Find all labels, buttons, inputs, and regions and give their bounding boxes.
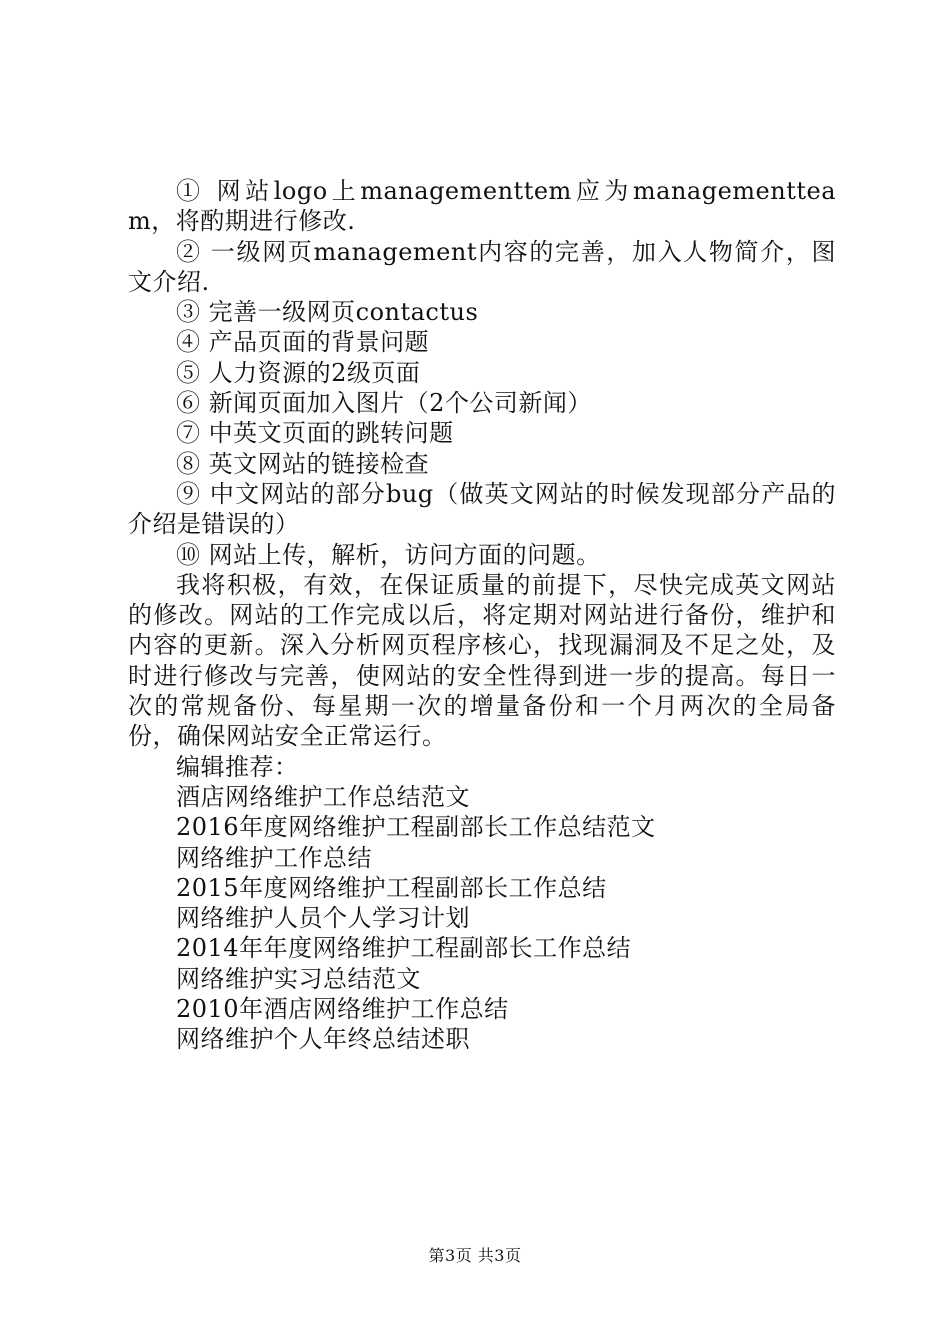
list-item-2: ② 一级网页management内容的完善，加入人物简介，图文介绍.: [128, 237, 836, 296]
recommend-link[interactable]: 2016年度网络维护工程副部长工作总结范文: [176, 813, 656, 842]
recommend-link[interactable]: 2015年度网络维护工程副部长工作总结: [176, 873, 607, 902]
list-item-3: ③ 完善一级网页contactus: [176, 298, 479, 327]
recommend-link[interactable]: 网络维护个人年终总结述职: [176, 1025, 470, 1054]
list-item-9: ⑨ 中文网站的部分bug（做英文网站的时候发现部分产品的介绍是错误的）: [128, 479, 836, 539]
closing-paragraph: 我将积极，有效，在保证质量的前提下，尽快完成英文网站的修改。网站的工作完成以后，将定期对网站进行备份，维护和内容的更新。深入分析网页程序核心，找现漏洞及不足之处，及时进行修改与完善，使网站的安全性得到进一步的提高。每日一次的常规备份、每星期一次的增量备份和一个月两次的全局备份，确保网站安全正常运行。: [128, 570, 836, 751]
list-item-5: ⑤ 人力资源的2级页面: [176, 358, 421, 387]
list-item-4: ④ 产品页面的背景问题: [176, 328, 430, 357]
list-item-6: ⑥ 新闻页面加入图片（2个公司新闻）: [176, 389, 592, 418]
recommend-list: [128, 782, 836, 1055]
recommend-heading: 编辑推荐：: [176, 752, 299, 781]
list-item-1: ① 网站logo上managementtem应为managementteam，将酌期进行修改.: [128, 177, 836, 236]
list-item-7: ⑦ 中英文页面的跳转问题: [176, 419, 454, 448]
list-item-10: ⑩ 网站上传，解析，访问方面的问题。: [176, 540, 601, 569]
recommend-link[interactable]: 网络维护工作总结: [176, 843, 372, 872]
page-footer: 第3页 共3页: [428, 1246, 522, 1265]
recommend-link[interactable]: 2010年酒店网络维护工作总结: [176, 995, 509, 1024]
document-body: [128, 176, 836, 1055]
recommend-link[interactable]: 2014年年度网络维护工程副部长工作总结: [176, 934, 632, 963]
recommend-link[interactable]: 网络维护实习总结范文: [176, 964, 421, 993]
recommend-link[interactable]: 酒店网络维护工作总结范文: [176, 782, 470, 811]
recommend-link[interactable]: 网络维护人员个人学习计划: [176, 904, 470, 933]
list-item-8: ⑧ 英文网站的链接检查: [176, 449, 430, 478]
